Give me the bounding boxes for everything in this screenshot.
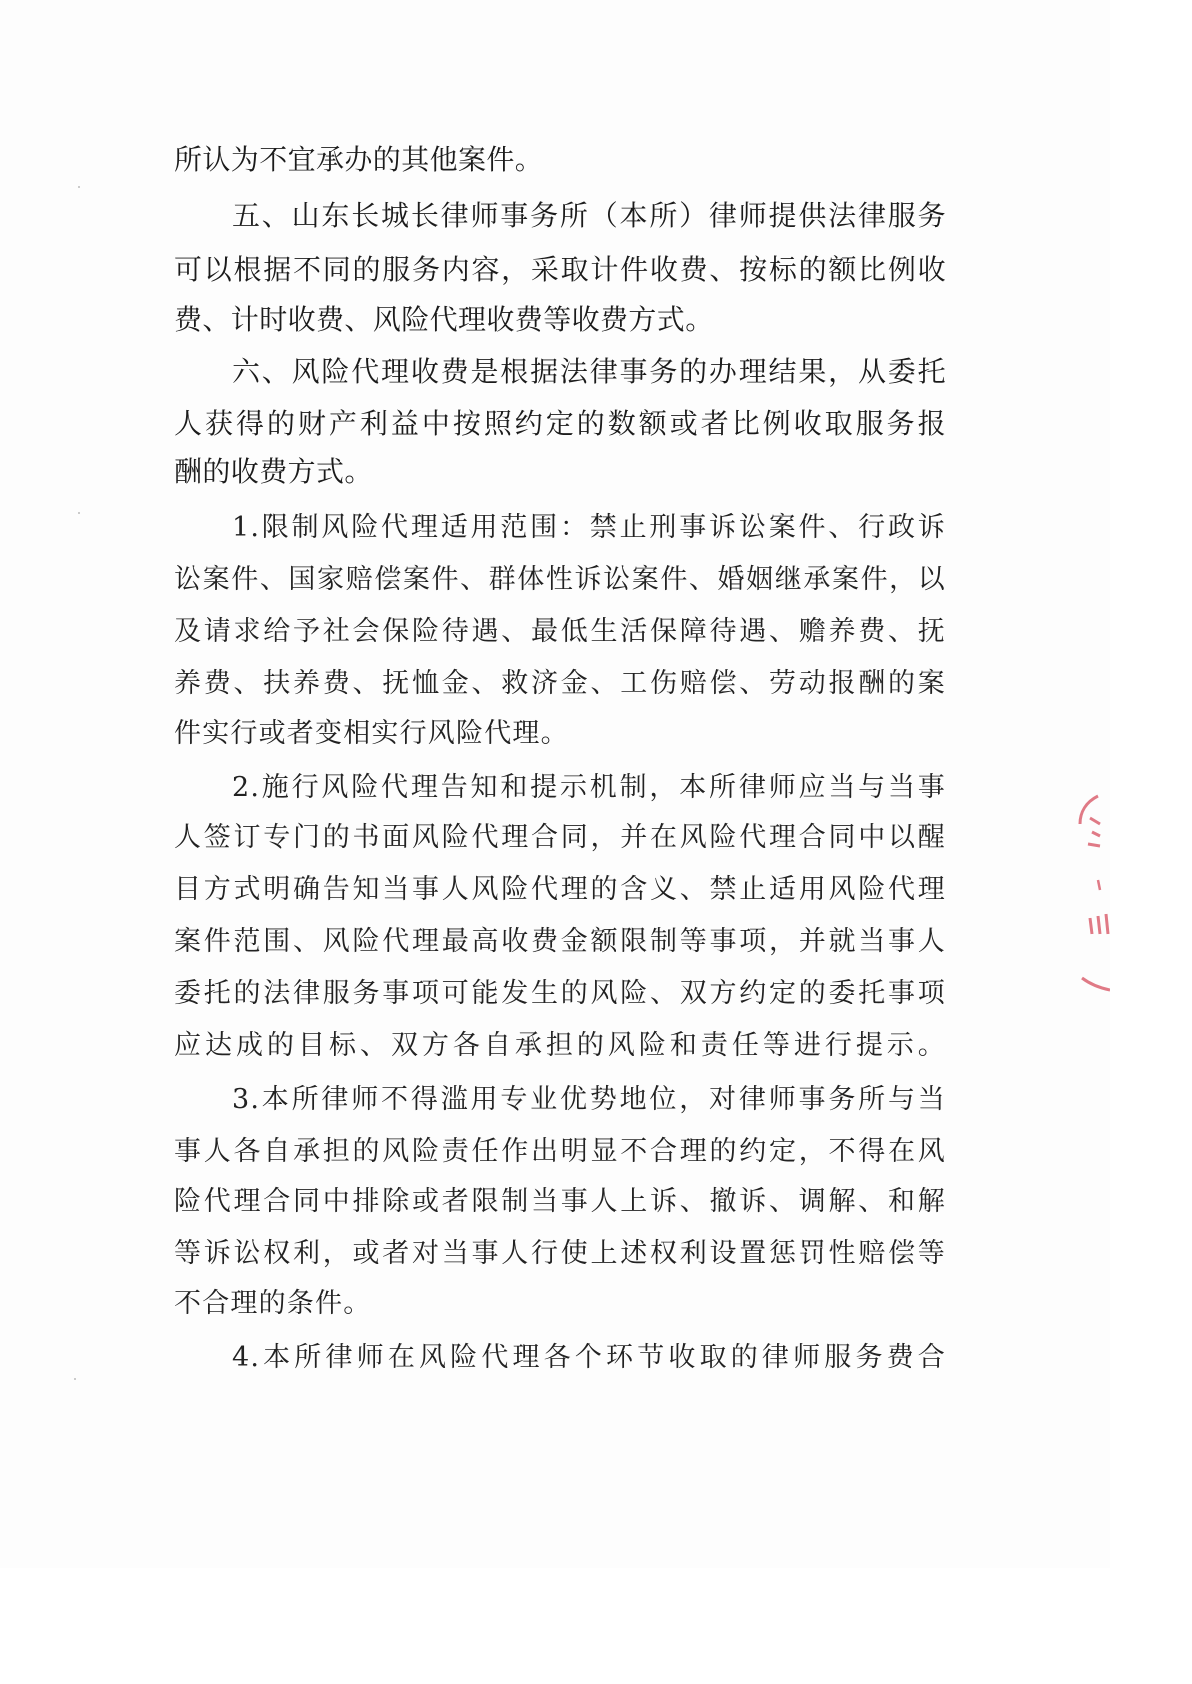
text-line: 目方式明确告知当事人风险代理的含义、禁止适用风险代理 [174,874,946,905]
text-line: 应达成的目标、双方各自承担的风险和责任等进行提示。 [174,1030,946,1061]
text-line: 人签订专门的书面风险代理合同，并在风险代理合同中以醒 [174,822,946,853]
text-line: 费、计时收费、风险代理收费等收费方式。 [174,303,714,336]
text-line: 件实行或者变相实行风险代理。 [174,718,569,749]
text-line: 六、风险代理收费是根据法律事务的办理结果，从委托 [232,355,946,388]
scan-speck [78,186,80,188]
text-line: 1.限制风险代理适用范围：禁止刑事诉讼案件、行政诉 [232,512,946,543]
scan-speck [78,512,80,514]
text-line: 事人各自承担的风险责任作出明显不合理的约定，不得在风 [174,1136,946,1167]
text-line: 所认为不宜承办的其他案件。 [174,143,544,176]
text-line: 等诉讼权利，或者对当事人行使上述权利设置惩罚性赔偿等 [174,1238,946,1269]
text-line: 案件范围、风险代理最高收费金额限制等事项，并就当事人 [174,926,946,957]
text-line: 人获得的财产利益中按照约定的数额或者比例收取服务报 [174,407,946,440]
text-line: 不合理的条件。 [174,1288,372,1319]
text-line: 3.本所律师不得滥用专业优势地位，对律师事务所与当 [232,1084,946,1115]
text-line: 可以根据不同的服务内容，采取计件收费、按标的额比例收 [174,253,946,286]
red-seal-fragment [1068,788,1110,994]
text-line: 及请求给予社会保险待遇、最低生活保障待遇、赡养费、抚 [174,616,946,647]
text-line: 五、山东长城长律师事务所（本所）律师提供法律服务 [232,199,946,232]
text-line: 养费、扶养费、抚恤金、救济金、工伤赔偿、劳动报酬的案 [174,668,946,699]
text-line: 4.本所律师在风险代理各个环节收取的律师服务费合 [232,1342,946,1373]
scan-speck [74,1378,76,1380]
text-line: 险代理合同中排除或者限制当事人上诉、撤诉、调解、和解 [174,1186,946,1217]
text-line: 委托的法律服务事项可能发生的风险、双方约定的委托事项 [174,978,946,1009]
text-line: 2.施行风险代理告知和提示机制，本所律师应当与当事 [232,772,946,803]
text-line: 讼案件、国家赔偿案件、群体性诉讼案件、婚姻继承案件，以 [174,564,946,595]
text-line: 酬的收费方式。 [174,455,373,488]
